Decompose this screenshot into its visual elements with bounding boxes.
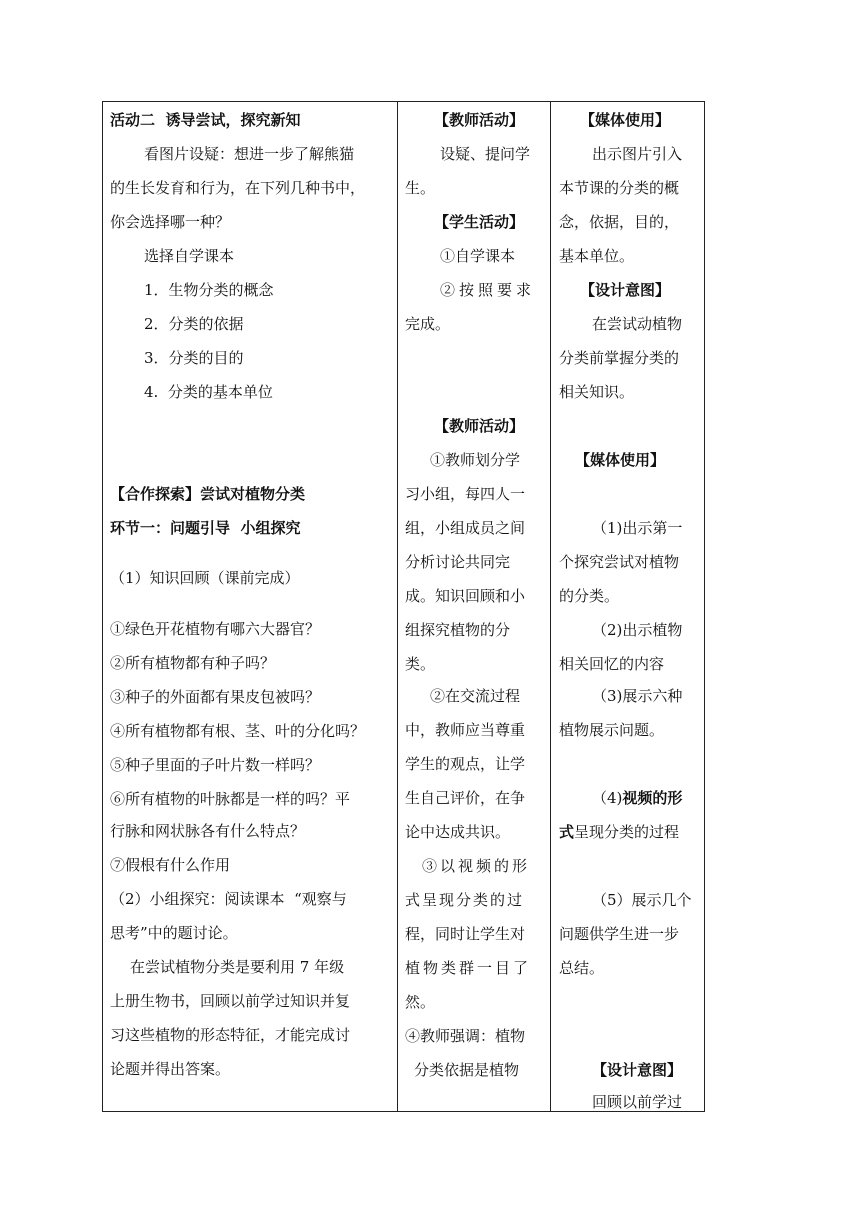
bold-segment: 视频的形: [622, 789, 683, 807]
text-line: 本节课的分类的概: [559, 179, 680, 197]
text-line: 完成。: [405, 315, 451, 333]
text-line: 分类依据是植物: [414, 1061, 520, 1079]
question-item: ①绿色开花植物有哪六大器官？: [110, 620, 321, 638]
media-use-heading: 【媒体使用】: [580, 111, 671, 129]
text-line: 学生的观点，让学: [405, 755, 526, 773]
text-line: 类。: [405, 655, 436, 673]
text-line: （3)展示六种: [592, 687, 683, 705]
section-heading: 【合作探索】尝试对植物分类: [110, 485, 306, 503]
text-line: 问题供学生进一步: [559, 925, 680, 943]
column-divider: [550, 102, 551, 1111]
text-line: 选择自学课本: [144, 247, 235, 265]
question-item: ④所有植物都有根、茎、叶的分化吗？: [110, 722, 366, 740]
text-line: 论中达成共识。: [405, 823, 511, 841]
text-line: （1)出示第一: [592, 519, 683, 537]
text-line: 在尝试植物分类是要利用 7 年级: [130, 958, 345, 976]
teacher-activity-heading: 【教师活动】: [434, 417, 525, 435]
bold-segment: 式: [559, 823, 575, 841]
text-line: 相关知识。: [559, 383, 635, 401]
text-line: [559, 822, 679, 842]
text-line: 回顾以前学过: [592, 1093, 683, 1111]
text-line: ②按照要求: [440, 281, 536, 299]
text-line: 基本单位。: [559, 247, 635, 265]
text-line: 然。: [405, 993, 436, 1011]
text-line: 在尝试动植物: [592, 315, 683, 333]
text-line: 论题并得出答案。: [110, 1060, 231, 1078]
column-divider: [397, 102, 398, 1111]
question-item: ⑤种子里面的子叶片数一样吗？: [110, 756, 321, 774]
text-line: 分析讨论共同完: [405, 553, 511, 571]
text-line: 成。知识回顾和小: [405, 587, 526, 605]
text-line: ②在交流过程: [430, 687, 521, 705]
student-activity-heading: 【学生活动】: [434, 213, 525, 231]
text-line: 生。: [405, 179, 436, 197]
text-segment: （4): [592, 789, 623, 807]
text-line: ③以视频的形: [422, 857, 531, 875]
text-line: （5）展示几个: [592, 891, 692, 909]
text-line: 总结。: [559, 959, 605, 977]
text-line: 生自己评价，在争: [405, 789, 526, 807]
text-line: ①教师划分学: [430, 451, 521, 469]
text-line: 习这些植物的形态特征，才能完成讨: [110, 1026, 351, 1044]
text-line: 组，小组成员之间: [405, 519, 526, 537]
activity-heading: 活动二 诱导尝试，探究新知: [110, 111, 301, 129]
text-line: [592, 788, 682, 808]
text-line: 组探究植物的分: [405, 621, 511, 639]
text-line: 上册生物书，回顾以前学过知识并复: [110, 992, 351, 1010]
list-item: 3．分类的目的: [144, 349, 244, 367]
question-item: ⑦假根有什么作用: [110, 856, 231, 874]
question-item: ③种子的外面都有果皮包被吗？: [110, 688, 321, 706]
text-line: （1）知识回顾（课前完成）: [110, 569, 300, 587]
text-line: 设疑、提问学: [440, 145, 531, 163]
text-line: 的生长发育和行为，在下列几种书中，: [110, 179, 366, 197]
design-intent-heading: 【设计意图】: [592, 1061, 683, 1079]
text-line: 出示图片引入: [592, 145, 683, 163]
text-line: 相关回忆的内容: [559, 655, 665, 673]
text-line: （2）小组探究：阅读课本 “观察与: [110, 890, 347, 908]
text-line: （2)出示植物: [592, 621, 683, 639]
text-segment: 呈现分类的过程: [574, 823, 680, 841]
text-line: 分类前掌握分类的: [559, 349, 680, 367]
text-line: 习小组，每四人一: [405, 485, 526, 503]
text-line: 植物展示问题。: [559, 721, 665, 739]
list-item: 4. 分类的基本单位: [144, 383, 273, 401]
text-line: 看图片设疑：想进一步了解熊猫: [144, 145, 355, 163]
text-line: ①自学课本: [440, 247, 516, 265]
text-line: 行脉和网状脉各有什么特点？: [110, 822, 306, 840]
text-line: 个探究尝试对植物: [559, 553, 680, 571]
media-use-heading: 【媒体使用】: [575, 451, 666, 469]
list-item: 1．生物分类的概念: [144, 281, 274, 299]
text-line: 你会选择哪一种？: [110, 213, 231, 231]
teacher-activity-heading: 【教师活动】: [434, 111, 525, 129]
text-line: 中，教师应当尊重: [405, 721, 526, 739]
text-line: 式呈现分类的过: [405, 891, 525, 909]
question-item: ②所有植物都有种子吗？: [110, 654, 276, 672]
text-line: 程，同时让学生对: [405, 925, 526, 943]
question-item: ⑥所有植物的叶脉都是一样的吗？平: [110, 790, 351, 808]
section-subheading: 环节一：问题引导 小组探究: [110, 519, 301, 537]
text-line: 念，依据，目的，: [559, 213, 680, 231]
text-line: 思考”中的题讨论。: [110, 924, 238, 942]
text-line: ④教师强调：植物: [405, 1027, 526, 1045]
list-item: 2．分类的依据: [144, 315, 244, 333]
text-line: 植物类群一目了: [405, 959, 532, 977]
design-intent-heading: 【设计意图】: [580, 281, 671, 299]
text-line: 的分类。: [559, 587, 620, 605]
